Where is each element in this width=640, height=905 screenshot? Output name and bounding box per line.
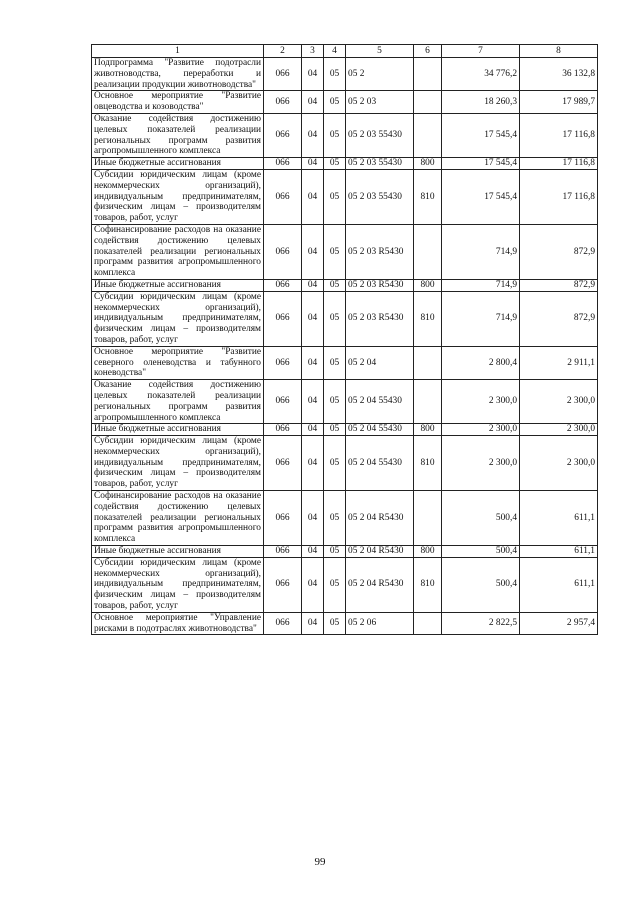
amount-year-1: 17 545,4 — [442, 158, 520, 170]
section-code: 04 — [302, 612, 324, 635]
section-code: 04 — [302, 58, 324, 91]
expense-type-code: 810 — [414, 436, 442, 491]
department-code: 066 — [264, 58, 302, 91]
department-code: 066 — [264, 91, 302, 114]
budget-table — [91, 44, 598, 635]
subsection-code: 05 — [324, 491, 346, 546]
subsection-code: 05 — [324, 58, 346, 91]
amount-year-1: 2 822,5 — [442, 612, 520, 635]
header-cell: 4 — [324, 45, 346, 58]
target-article-code: 05 2 04 R5430 — [346, 491, 414, 546]
section-code: 04 — [302, 380, 324, 424]
section-code: 04 — [302, 346, 324, 379]
department-code: 066 — [264, 436, 302, 491]
amount-year-1: 17 545,4 — [442, 113, 520, 157]
subsection-code: 05 — [324, 612, 346, 635]
amount-year-2: 17 116,8 — [520, 158, 598, 170]
expense-type-code: 800 — [414, 158, 442, 170]
subsection-code: 05 — [324, 91, 346, 114]
header-cell: 6 — [414, 45, 442, 58]
department-code: 066 — [264, 546, 302, 558]
amount-year-1: 500,4 — [442, 557, 520, 612]
expense-type-code — [414, 91, 442, 114]
section-code: 04 — [302, 557, 324, 612]
amount-year-2: 17 116,8 — [520, 113, 598, 157]
expense-type-code: 800 — [414, 424, 442, 436]
table-row — [92, 279, 598, 291]
subsection-code: 05 — [324, 557, 346, 612]
expense-type-code: 810 — [414, 169, 442, 224]
subsection-code: 05 — [324, 424, 346, 436]
amount-year-1: 2 300,0 — [442, 424, 520, 436]
amount-year-1: 2 800,4 — [442, 346, 520, 379]
amount-year-1: 34 776,2 — [442, 58, 520, 91]
amount-year-1: 500,4 — [442, 491, 520, 546]
header-cell: 7 — [442, 45, 520, 58]
item-name: Подпрограмма "Развитие подотрасли животноводства, переработки и реализации продукции животноводства" — [92, 58, 264, 91]
table-row — [92, 491, 598, 546]
item-name: Субсидии юридическим лицам (кроме некоммерческих организаций), индивидуальным предпринимателям, физическим лицам – производителям товаров, работ, услуг — [92, 436, 264, 491]
subsection-code: 05 — [324, 113, 346, 157]
target-article-code: 05 2 03 55430 — [346, 158, 414, 170]
department-code: 066 — [264, 380, 302, 424]
expense-type-code: 810 — [414, 557, 442, 612]
table-row — [92, 612, 598, 635]
item-name: Оказание содействия достижению целевых показателей реализации региональных программ развития агропромышленного комплекса — [92, 380, 264, 424]
expense-type-code — [414, 224, 442, 279]
page-number: 99 — [314, 856, 326, 868]
department-code: 066 — [264, 169, 302, 224]
target-article-code: 05 2 04 R5430 — [346, 546, 414, 558]
amount-year-1: 714,9 — [442, 224, 520, 279]
subsection-code: 05 — [324, 279, 346, 291]
amount-year-2: 2 300,0 — [520, 436, 598, 491]
header-cell: 5 — [346, 45, 414, 58]
amount-year-2: 872,9 — [520, 224, 598, 279]
header-cell: 1 — [92, 45, 264, 58]
table-row — [92, 546, 598, 558]
amount-year-2: 2 911,1 — [520, 346, 598, 379]
department-code: 066 — [264, 424, 302, 436]
target-article-code: 05 2 04 R5430 — [346, 557, 414, 612]
section-code: 04 — [302, 491, 324, 546]
header-cell: 3 — [302, 45, 324, 58]
item-name: Субсидии юридическим лицам (кроме некоммерческих организаций), индивидуальным предпринимателям, физическим лицам – производителям товаров, работ, услуг — [92, 169, 264, 224]
section-code: 04 — [302, 546, 324, 558]
target-article-code: 05 2 03 55430 — [346, 113, 414, 157]
item-name: Оказание содействия достижению целевых показателей реализации региональных программ развития агропромышленного комплекса — [92, 113, 264, 157]
amount-year-1: 500,4 — [442, 546, 520, 558]
item-name: Субсидии юридическим лицам (кроме некоммерческих организаций), индивидуальным предпринимателям, физическим лицам – производителям товаров, работ, услуг — [92, 291, 264, 346]
department-code: 066 — [264, 557, 302, 612]
expense-type-code — [414, 380, 442, 424]
item-name: Основное мероприятие "Развитие овцеводства и козоводства" — [92, 91, 264, 114]
expense-type-code: 810 — [414, 291, 442, 346]
target-article-code: 05 2 03 R5430 — [346, 291, 414, 346]
expense-type-code: 800 — [414, 279, 442, 291]
subsection-code: 05 — [324, 380, 346, 424]
section-code: 04 — [302, 436, 324, 491]
target-article-code: 05 2 04 — [346, 346, 414, 379]
amount-year-2: 2 300,0 — [520, 380, 598, 424]
expense-type-code — [414, 346, 442, 379]
target-article-code: 05 2 — [346, 58, 414, 91]
amount-year-2: 872,9 — [520, 291, 598, 346]
amount-year-2: 36 132,8 — [520, 58, 598, 91]
department-code: 066 — [264, 612, 302, 635]
target-article-code: 05 2 04 55430 — [346, 424, 414, 436]
section-code: 04 — [302, 169, 324, 224]
amount-year-2: 17 989,7 — [520, 91, 598, 114]
table-row — [92, 291, 598, 346]
header-row — [92, 45, 598, 58]
table-row — [92, 436, 598, 491]
amount-year-1: 2 300,0 — [442, 436, 520, 491]
subsection-code: 05 — [324, 346, 346, 379]
expense-type-code — [414, 491, 442, 546]
target-article-code: 05 2 03 R5430 — [346, 224, 414, 279]
subsection-code: 05 — [324, 224, 346, 279]
department-code: 066 — [264, 113, 302, 157]
amount-year-2: 611,1 — [520, 546, 598, 558]
subsection-code: 05 — [324, 158, 346, 170]
target-article-code: 05 2 03 — [346, 91, 414, 114]
table-row — [92, 169, 598, 224]
amount-year-2: 2 957,4 — [520, 612, 598, 635]
subsection-code: 05 — [324, 436, 346, 491]
amount-year-2: 611,1 — [520, 491, 598, 546]
table-row — [92, 224, 598, 279]
section-code: 04 — [302, 291, 324, 346]
target-article-code: 05 2 04 55430 — [346, 436, 414, 491]
item-name: Софинансирование расходов на оказание содействия достижению целевых показателей реализации региональных программ развития агропромышленного комплекса — [92, 224, 264, 279]
section-code: 04 — [302, 158, 324, 170]
table-row — [92, 380, 598, 424]
department-code: 066 — [264, 346, 302, 379]
expense-type-code: 800 — [414, 546, 442, 558]
amount-year-1: 714,9 — [442, 291, 520, 346]
item-name: Софинансирование расходов на оказание содействия достижению целевых показателей реализации региональных программ развития агропромышленного комплекса — [92, 491, 264, 546]
table-row — [92, 424, 598, 436]
target-article-code: 05 2 06 — [346, 612, 414, 635]
subsection-code: 05 — [324, 546, 346, 558]
section-code: 04 — [302, 279, 324, 291]
amount-year-2: 17 116,8 — [520, 169, 598, 224]
amount-year-2: 872,9 — [520, 279, 598, 291]
table-row — [92, 557, 598, 612]
department-code: 066 — [264, 224, 302, 279]
amount-year-2: 611,1 — [520, 557, 598, 612]
amount-year-1: 714,9 — [442, 279, 520, 291]
expense-type-code — [414, 58, 442, 91]
item-name: Иные бюджетные ассигнования — [92, 279, 264, 291]
header-cell: 2 — [264, 45, 302, 58]
expense-type-code — [414, 113, 442, 157]
amount-year-2: 2 300,0 — [520, 424, 598, 436]
department-code: 066 — [264, 279, 302, 291]
section-code: 04 — [302, 424, 324, 436]
item-name: Основное мероприятие "Развитие северного оленеводства и табунного коневодства" — [92, 346, 264, 379]
department-code: 066 — [264, 291, 302, 346]
expense-type-code — [414, 612, 442, 635]
amount-year-1: 18 260,3 — [442, 91, 520, 114]
table-row — [92, 113, 598, 157]
target-article-code: 05 2 04 55430 — [346, 380, 414, 424]
amount-year-1: 2 300,0 — [442, 380, 520, 424]
target-article-code: 05 2 03 R5430 — [346, 279, 414, 291]
item-name: Иные бюджетные ассигнования — [92, 158, 264, 170]
target-article-code: 05 2 03 55430 — [346, 169, 414, 224]
table-row — [92, 91, 598, 114]
item-name: Иные бюджетные ассигнования — [92, 424, 264, 436]
table-row — [92, 58, 598, 91]
section-code: 04 — [302, 113, 324, 157]
item-name: Основное мероприятие "Управление рисками в подотраслях животноводства" — [92, 612, 264, 635]
amount-year-1: 17 545,4 — [442, 169, 520, 224]
section-code: 04 — [302, 91, 324, 114]
item-name: Субсидии юридическим лицам (кроме некоммерческих организаций), индивидуальным предпринимателям, физическим лицам – производителям товаров, работ, услуг — [92, 557, 264, 612]
header-cell: 8 — [520, 45, 598, 58]
subsection-code: 05 — [324, 291, 346, 346]
table-row — [92, 346, 598, 379]
department-code: 066 — [264, 158, 302, 170]
department-code: 066 — [264, 491, 302, 546]
table-row — [92, 158, 598, 170]
section-code: 04 — [302, 224, 324, 279]
item-name: Иные бюджетные ассигнования — [92, 546, 264, 558]
subsection-code: 05 — [324, 169, 346, 224]
